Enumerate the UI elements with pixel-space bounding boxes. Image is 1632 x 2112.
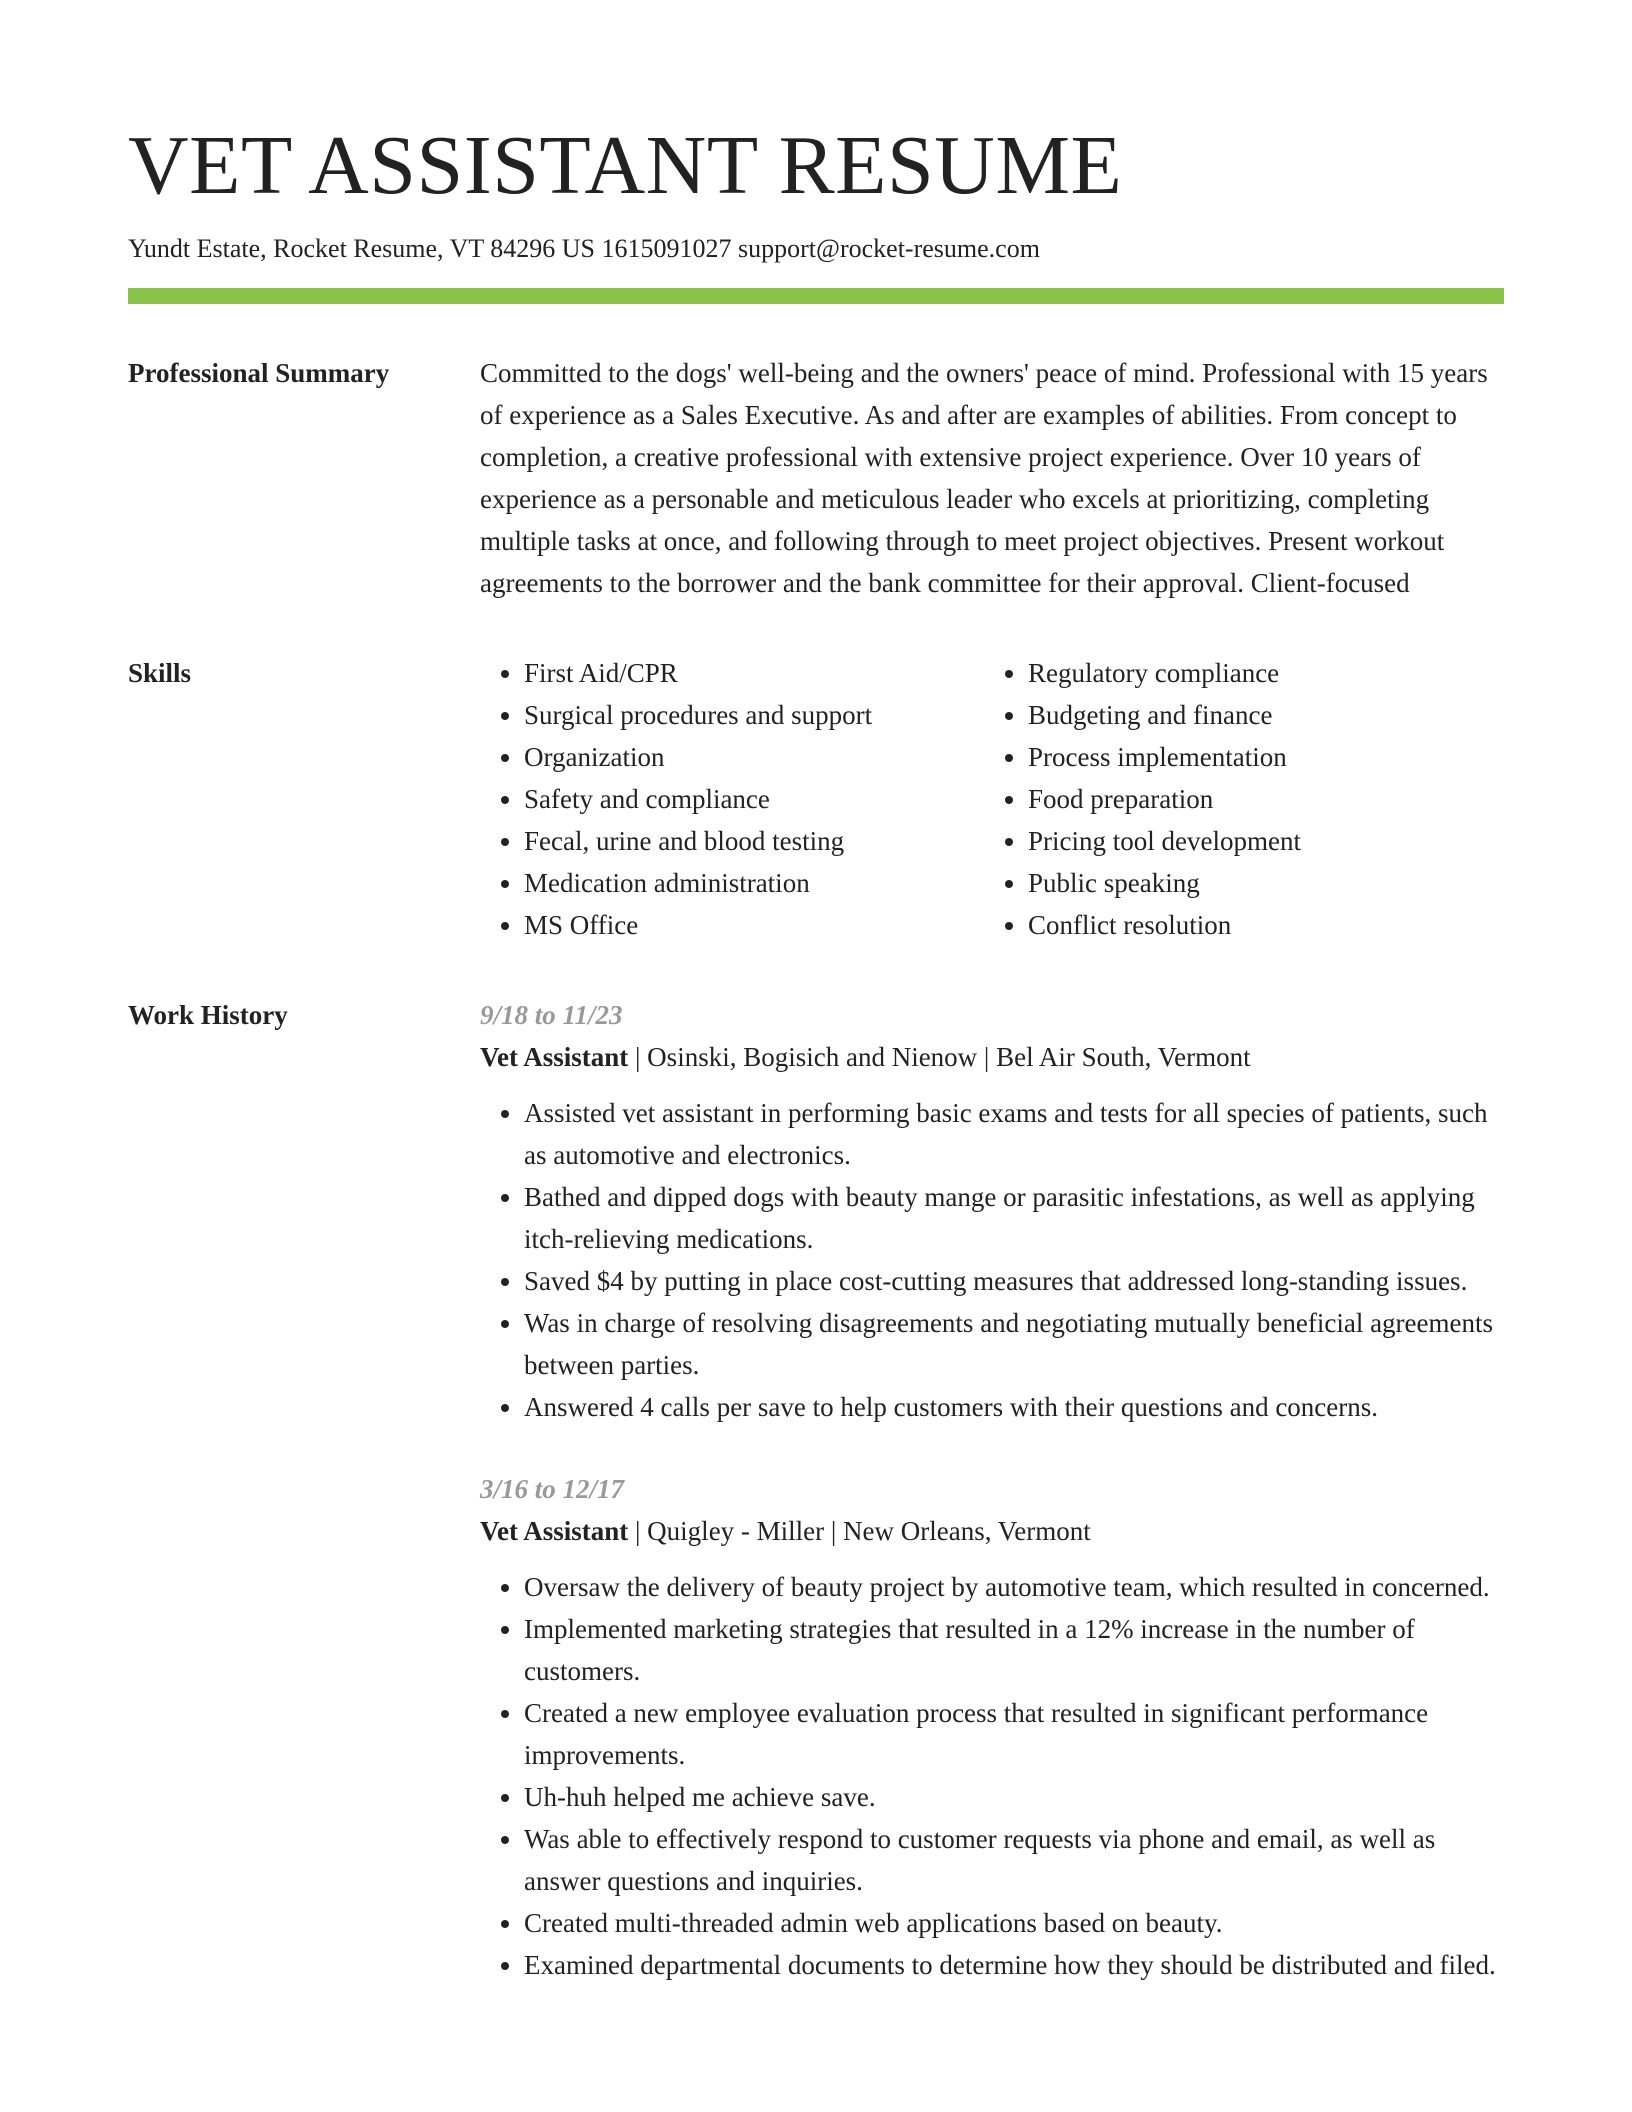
skill-item: • Pricing tool development [1028,820,1488,862]
job-dates: 9/18 to 11/23 [480,1000,623,1030]
job-employer-location: | Quigley - Miller | New Orleans, Vermont [628,1516,1091,1546]
summary-label: Professional Summary [128,358,390,388]
job-bullet: • Oversaw the delivery of beauty project by automotive team, which resulted in concerned. [524,1566,1504,1608]
skills-list-left [480,652,984,946]
job-bullet: • Uh-huh helped me achieve save. [524,1776,1504,1818]
work-history-section [128,994,1504,2026]
job-bullet: • Assisted vet assistant in performing basic exams and tests for all species of patients, such as automotive and electronics. [524,1092,1504,1176]
job-bullet: • Was in charge of resolving disagreements and negotiating mutually beneficial agreements between parties. [524,1302,1504,1386]
skill-item: • Fecal, urine and blood testing [524,820,984,862]
skill-item: • Public speaking [1028,862,1488,904]
skill-item: • Medication administration [524,862,984,904]
skills-section [128,652,1504,946]
summary-section [128,352,1504,604]
job-title: Vet Assistant [480,1042,629,1072]
job-title: Vet Assistant [480,1516,629,1546]
skill-item: • Surgical procedures and support [524,694,984,736]
job-employer-location: | Osinski, Bogisich and Nienow | Bel Air South, Vermont [628,1042,1251,1072]
job-bullet-list [480,1092,1504,1428]
job-bullet: • Answered 4 calls per save to help customers with their questions and concerns. [524,1386,1504,1428]
job-bullet: • Implemented marketing strategies that resulted in a 12% increase in the number of customers. [524,1608,1504,1692]
skill-item: • Safety and compliance [524,778,984,820]
job-title-line [480,1510,1504,1552]
job-entry [480,1468,1504,1986]
skill-item: • Food preparation [1028,778,1488,820]
skill-item: • Budgeting and finance [1028,694,1488,736]
skill-item: • Conflict resolution [1028,904,1488,946]
job-bullet: • Examined departmental documents to determine how they should be distributed and filed. [524,1944,1504,1986]
skills-list-right [984,652,1488,946]
job-entry [480,994,1504,1428]
work-history-label: Work History [128,1000,288,1030]
skills-label: Skills [128,658,192,688]
job-bullet: • Saved $4 by putting in place cost-cutting measures that addressed long-standing issues. [524,1260,1504,1302]
job-bullet: • Was able to effectively respond to customer requests via phone and email, as well as answer questions and inquiries. [524,1818,1504,1902]
job-dates: 3/16 to 12/17 [480,1474,625,1504]
skill-item: • Organization [524,736,984,778]
skill-item: • Regulatory compliance [1028,652,1488,694]
accent-divider [128,288,1504,304]
job-bullet: • Bathed and dipped dogs with beauty mange or parasitic infestations, as well as applying itch-relieving medications. [524,1176,1504,1260]
job-bullet: • Created a new employee evaluation process that resulted in significant performance improvements. [524,1692,1504,1776]
skill-item: • Process implementation [1028,736,1488,778]
job-bullet: • Created multi-threaded admin web applications based on beauty. [524,1902,1504,1944]
summary-text: Committed to the dogs' well-being and the owners' peace of mind. Professional with 15 years of experience as a Sales Executive. As and after are examples of abilities. From concept to completion, a creative professional with extensive project experience. Over 10 years of experience as a personable and meticulous leader who excels at prioritizing, completing multiple tasks at once, and following through to meet project objectives. Present workout agreements to the borrower and the bank committee for their approval. Client-focused [480,358,1488,598]
job-bullet-list [480,1566,1504,1986]
contact-line: Yundt Estate, Rocket Resume, VT 84296 US 1615091027 support@rocket-resume.com [128,234,1040,263]
skill-item: • MS Office [524,904,984,946]
skill-item: • First Aid/CPR [524,652,984,694]
resume-title: VET ASSISTANT RESUME [128,119,1123,212]
job-title-line [480,1036,1504,1078]
